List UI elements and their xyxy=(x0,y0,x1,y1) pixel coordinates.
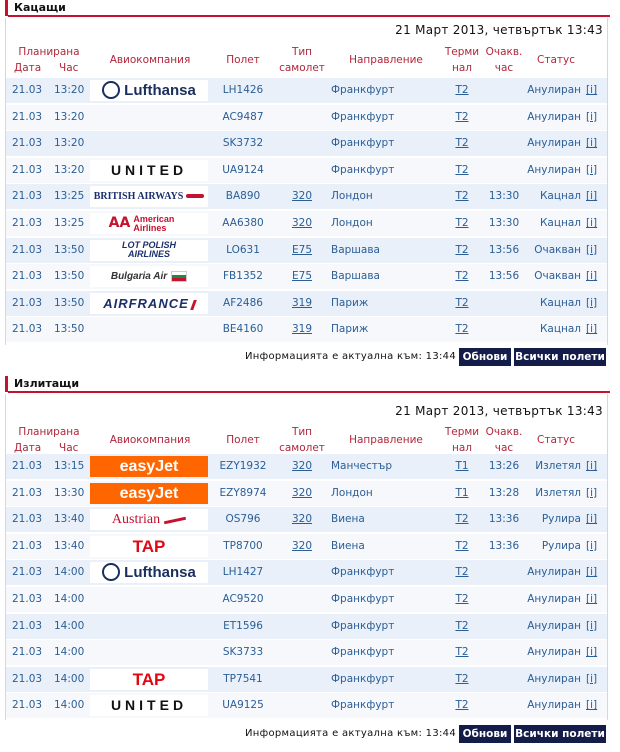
austrian-logo xyxy=(90,509,208,530)
lufthansa-logo xyxy=(90,562,208,583)
terminal-link[interactable]: T2 xyxy=(455,566,469,579)
flight-row xyxy=(6,481,607,506)
airline-name: TAP xyxy=(132,669,166,689)
flight-time: 13:20 xyxy=(54,137,85,150)
terminal-link[interactable]: T2 xyxy=(455,217,469,229)
flight-time: 14:00 xyxy=(54,699,85,712)
flight-status: Излетял xyxy=(535,460,581,472)
flight-row xyxy=(6,560,607,585)
info-link[interactable]: [i] xyxy=(586,270,598,283)
flight-status: Анулиран xyxy=(527,593,581,605)
flight-date: 21.03 xyxy=(12,84,43,96)
aircraft-type-link[interactable]: E75 xyxy=(292,270,312,283)
header-time: Час xyxy=(59,442,79,454)
header-airline: Авиокомпания xyxy=(109,434,191,446)
departures-table-header xyxy=(6,424,607,458)
aircraft-type-link[interactable]: 319 xyxy=(291,323,313,336)
aircraft-type-link[interactable]: 320 xyxy=(291,217,313,229)
flight-date: 21.03 xyxy=(12,486,43,499)
flight-row xyxy=(6,693,607,718)
terminal-link[interactable]: T2 xyxy=(455,110,469,123)
header-terminal-2: нал xyxy=(451,62,472,74)
flight-destination: Франкфурт xyxy=(331,110,395,123)
header-type-2: самолет xyxy=(279,442,325,454)
info-link[interactable]: [i] xyxy=(586,296,598,309)
arrivals-title: Кацащи xyxy=(14,1,66,14)
flight-status: Анулиран xyxy=(527,566,581,579)
flight-status: Кацнал xyxy=(539,217,581,229)
flight-time: 13:25 xyxy=(54,190,85,203)
flight-row xyxy=(6,105,607,130)
terminal-link[interactable]: T2 xyxy=(455,672,469,685)
crane-icon xyxy=(102,563,120,581)
header-terminal: Терми xyxy=(444,46,480,58)
flight-row xyxy=(6,184,607,209)
flight-number: AC9487 xyxy=(222,110,264,123)
airline-logo-empty xyxy=(90,319,208,340)
flight-date: 21.03 xyxy=(12,296,43,309)
info-link[interactable]: [i] xyxy=(586,566,598,579)
united-logo xyxy=(90,160,208,181)
flight-destination: Франкфурт xyxy=(331,163,395,176)
flight-date: 21.03 xyxy=(12,513,43,526)
departures-section-header xyxy=(5,376,610,393)
airline-name: Austrian xyxy=(111,512,161,528)
header-terminal-2: нал xyxy=(451,442,472,454)
departures-date: 21 Март 2013, четвъртък 13:43 xyxy=(395,404,603,418)
expected-time: 13:26 xyxy=(488,460,520,472)
united-logo xyxy=(90,695,208,716)
flight-status: Анулиран xyxy=(527,699,581,712)
header-flight: Полет xyxy=(226,434,260,446)
flight-number: AC9520 xyxy=(222,593,264,605)
flight-row xyxy=(6,238,607,263)
expected-time: 13:36 xyxy=(488,539,520,552)
flight-row xyxy=(6,454,607,479)
flight-row xyxy=(6,317,607,342)
flight-destination: Лондон xyxy=(331,217,373,229)
info-link[interactable]: [i] xyxy=(586,539,598,552)
flight-row xyxy=(6,264,607,289)
info-link[interactable]: [i] xyxy=(586,513,598,526)
terminal-link[interactable]: T1 xyxy=(455,460,469,472)
airline-name: Lufthansa xyxy=(124,564,196,582)
flight-row xyxy=(6,211,607,236)
header-type: Тип xyxy=(291,426,313,438)
flight-date: 21.03 xyxy=(12,593,43,605)
info-link[interactable]: [i] xyxy=(586,672,598,685)
flight-number: TP8700 xyxy=(223,539,263,552)
header-terminal: Терми xyxy=(444,426,480,438)
airline-logo-empty xyxy=(90,616,208,637)
terminal-link[interactable]: T2 xyxy=(455,699,469,712)
stripe-icon xyxy=(190,300,197,310)
flight-date: 21.03 xyxy=(12,110,43,123)
flight-status: Анулиран xyxy=(527,646,581,659)
flight-row xyxy=(6,640,607,665)
airline-name: AIRFRANCE xyxy=(103,295,189,311)
header-expected-2: час xyxy=(494,442,514,454)
header-airline: Авиокомпания xyxy=(109,54,191,66)
aircraft-type-link[interactable]: 319 xyxy=(291,296,313,309)
aircraft-type-link[interactable]: 320 xyxy=(291,539,313,552)
flight-time: 13:20 xyxy=(54,84,85,96)
flight-row xyxy=(6,534,607,559)
flight-number: LH1426 xyxy=(222,84,264,96)
british-airways-logo xyxy=(90,186,208,207)
aircraft-type-link[interactable]: 320 xyxy=(291,486,313,499)
arrow-icon xyxy=(164,516,186,524)
flight-time: 13:50 xyxy=(54,270,85,283)
airline-name: easyJet xyxy=(119,458,179,475)
flight-status: Анулиран xyxy=(527,110,581,123)
terminal-link[interactable]: T2 xyxy=(455,646,469,659)
air-france-logo xyxy=(90,293,208,314)
terminal-link[interactable]: T2 xyxy=(455,593,469,605)
info-link[interactable]: [i] xyxy=(586,163,598,176)
flight-status: Анулиран xyxy=(527,163,581,176)
expected-time: 13:28 xyxy=(488,486,520,499)
flight-date: 21.03 xyxy=(12,323,43,336)
airline-name: TAP xyxy=(132,536,166,556)
flight-destination: Париж xyxy=(331,296,369,309)
flight-time: 14:00 xyxy=(54,672,85,685)
flight-time: 13:50 xyxy=(54,243,85,256)
info-link[interactable]: [i] xyxy=(586,619,598,632)
flight-status: Рулира xyxy=(541,513,581,526)
header-scheduled: Планирана xyxy=(18,426,80,438)
flight-date: 21.03 xyxy=(12,217,43,229)
airline-name: Lufthansa xyxy=(124,82,196,99)
flight-status: Анулиран xyxy=(527,672,581,685)
lot-logo xyxy=(90,240,208,261)
flight-time: 13:50 xyxy=(54,323,85,336)
flight-destination: Виена xyxy=(331,539,365,552)
flight-time: 14:00 xyxy=(54,619,85,632)
flight-number: EZY8974 xyxy=(219,486,267,499)
flight-time: 13:20 xyxy=(54,110,85,123)
airline-logo-empty xyxy=(90,107,208,128)
flight-row xyxy=(6,78,607,103)
flight-destination: Виена xyxy=(331,513,365,526)
arrivals-section-header xyxy=(5,0,610,17)
header-scheduled: Планирана xyxy=(18,46,80,58)
flight-destination: Лондон xyxy=(331,190,373,203)
airline-name: BRITISH AIRWAYS xyxy=(93,191,184,203)
terminal-link[interactable]: T2 xyxy=(455,137,469,150)
easyjet-logo xyxy=(90,483,208,504)
departures-panel xyxy=(5,394,608,720)
flight-row xyxy=(6,507,607,532)
departures-footer xyxy=(5,725,608,744)
flight-row xyxy=(6,131,607,156)
american-airlines-logo xyxy=(90,213,208,234)
bulgaria-air-logo xyxy=(90,266,208,287)
aircraft-type-link[interactable] xyxy=(278,693,326,718)
expected-time: 13:30 xyxy=(488,217,520,229)
terminal-link[interactable]: T2 xyxy=(455,243,469,256)
flight-row xyxy=(6,614,607,639)
aircraft-type-link[interactable] xyxy=(278,131,326,156)
header-status: Статус xyxy=(537,54,575,66)
header-flight: Полет xyxy=(226,54,260,66)
tap-logo xyxy=(90,669,208,690)
flight-number: LO631 xyxy=(226,243,260,256)
aircraft-type-link[interactable]: E75 xyxy=(292,243,312,256)
flight-date: 21.03 xyxy=(12,619,43,632)
flight-number: ET1596 xyxy=(223,619,263,632)
arrivals-table-header xyxy=(6,44,607,78)
header-date: Дата xyxy=(14,62,42,74)
expected-time: 13:30 xyxy=(488,190,520,203)
info-link[interactable]: [i] xyxy=(586,84,598,96)
flight-row xyxy=(6,291,607,316)
flight-destination: Варшава xyxy=(331,270,380,283)
lufthansa-logo xyxy=(90,80,208,101)
flight-number: BA890 xyxy=(225,190,261,203)
terminal-link[interactable]: T2 xyxy=(455,619,469,632)
info-link[interactable]: [i] xyxy=(586,699,598,712)
departures-all-flights-button[interactable]: Всички полети xyxy=(514,725,606,743)
departures-update-info: Информацията е актуална към: 13:44 xyxy=(245,728,456,739)
departures-refresh-button[interactable]: Обнови xyxy=(459,725,511,743)
header-type: Тип xyxy=(291,46,313,58)
header-date: Дата xyxy=(14,442,42,454)
flight-status: Анулиран xyxy=(527,137,581,150)
terminal-link[interactable]: T2 xyxy=(455,539,469,552)
header-destination: Направление xyxy=(349,54,423,66)
flight-status: Кацнал xyxy=(539,296,581,309)
flight-destination: Франкфурт xyxy=(331,672,395,685)
aircraft-type-link[interactable]: 320 xyxy=(291,513,313,526)
airline-logo-empty xyxy=(90,133,208,154)
flight-number: UA9124 xyxy=(222,163,264,176)
flight-time: 14:00 xyxy=(54,566,85,579)
arrivals-panel xyxy=(5,18,608,345)
terminal-link[interactable]: T2 xyxy=(455,296,469,309)
flight-status: Рулира xyxy=(541,539,581,552)
aircraft-type-link[interactable] xyxy=(278,158,326,183)
info-link[interactable]: [i] xyxy=(586,110,598,123)
flight-destination: Франкфурт xyxy=(331,593,395,605)
terminal-link[interactable]: T2 xyxy=(455,190,469,203)
flight-row xyxy=(6,667,607,692)
flight-number: UA9125 xyxy=(222,699,264,712)
flight-date: 21.03 xyxy=(12,460,43,472)
easyjet-logo xyxy=(90,456,208,477)
terminal-link[interactable]: T2 xyxy=(455,270,469,283)
flight-status: Анулиран xyxy=(527,619,581,632)
info-link[interactable]: [i] xyxy=(586,486,598,499)
airline-name: Bulgaria Air xyxy=(110,271,168,283)
flight-status: Анулиран xyxy=(527,84,581,96)
flight-date: 21.03 xyxy=(12,270,43,283)
header-type-2: самолет xyxy=(279,62,325,74)
flight-number: LH1427 xyxy=(222,566,264,579)
header-expected-2: час xyxy=(494,62,514,74)
arrivals-update-info: Информацията е актуална към: 13:44 xyxy=(245,351,456,362)
flight-date: 21.03 xyxy=(12,566,43,579)
info-link[interactable]: [i] xyxy=(586,593,598,605)
header-destination: Направление xyxy=(349,434,423,446)
info-link[interactable]: [i] xyxy=(586,243,598,256)
flight-destination: Франкфурт xyxy=(331,699,395,712)
airline-name: LOT POLISH AIRLINES xyxy=(122,239,176,259)
flag-tail-icon xyxy=(171,271,187,282)
flight-status: Излетял xyxy=(535,486,581,499)
flight-number: EZY1932 xyxy=(219,460,267,472)
info-link[interactable]: [i] xyxy=(586,460,598,472)
aircraft-type-link[interactable]: 320 xyxy=(291,190,313,203)
flight-number: OS796 xyxy=(225,513,261,526)
terminal-link[interactable]: T2 xyxy=(455,513,469,526)
flight-date: 21.03 xyxy=(12,243,43,256)
flight-date: 21.03 xyxy=(12,672,43,685)
flight-row xyxy=(6,587,607,612)
speedmarque-icon xyxy=(186,194,204,198)
flight-status: Кацнал xyxy=(539,190,581,203)
airline-name: UNITED xyxy=(110,697,188,714)
aircraft-type-link[interactable] xyxy=(278,614,326,639)
terminal-link[interactable]: T1 xyxy=(455,486,469,499)
expected-time: 13:56 xyxy=(488,270,520,283)
header-expected: Очакв. xyxy=(485,426,523,438)
flight-date: 21.03 xyxy=(12,190,43,203)
airline-name: American Airlines xyxy=(133,214,175,233)
flight-destination: Лондон xyxy=(331,486,373,499)
aircraft-type-link[interactable] xyxy=(278,105,326,130)
tap-logo xyxy=(90,536,208,557)
flight-row xyxy=(6,158,607,183)
flight-number: AF2486 xyxy=(223,296,263,309)
header-expected: Очакв. xyxy=(485,46,523,58)
header-status: Статус xyxy=(537,434,575,446)
aircraft-type-link[interactable] xyxy=(278,640,326,665)
flight-destination: Франкфурт xyxy=(331,84,395,96)
departures-title: Излитащи xyxy=(14,377,80,390)
arrivals-date: 21 Март 2013, четвъртък 13:43 xyxy=(395,23,603,37)
flight-destination: Франкфурт xyxy=(331,137,395,150)
flight-status: Очакван xyxy=(534,270,581,283)
flight-time: 13:30 xyxy=(54,486,85,499)
flight-destination: Франкфурт xyxy=(331,566,395,579)
flight-time: 13:15 xyxy=(54,460,85,472)
flight-number: BE4160 xyxy=(222,323,264,336)
crane-icon xyxy=(102,81,120,99)
aircraft-type-link[interactable] xyxy=(278,587,326,612)
flight-time: 13:50 xyxy=(54,296,85,309)
flight-date: 21.03 xyxy=(12,699,43,712)
arrivals-all-flights-button[interactable]: Всички полети xyxy=(514,348,606,366)
info-link[interactable]: [i] xyxy=(586,190,598,203)
flight-number: SK3732 xyxy=(222,137,264,150)
expected-time: 13:56 xyxy=(488,243,520,256)
flight-number: AA6380 xyxy=(222,217,264,229)
flight-date: 21.03 xyxy=(12,163,43,176)
terminal-link[interactable]: T2 xyxy=(455,323,469,336)
airline-logo-empty xyxy=(90,589,208,610)
flight-date: 21.03 xyxy=(12,646,43,659)
terminal-link[interactable]: T2 xyxy=(455,163,469,176)
flight-number: FB1352 xyxy=(223,270,263,283)
flight-status: Очакван xyxy=(534,243,581,256)
airline-logo-empty xyxy=(90,642,208,663)
flight-time: 13:40 xyxy=(54,513,85,526)
flight-destination: Варшава xyxy=(331,243,380,256)
aircraft-type-link[interactable] xyxy=(278,667,326,692)
flight-time: 13:20 xyxy=(54,163,85,176)
airline-name: easyJet xyxy=(119,484,179,502)
flight-destination: Манчестър xyxy=(331,460,392,472)
info-link[interactable]: [i] xyxy=(586,323,598,336)
aircraft-type-link[interactable]: 320 xyxy=(291,460,313,472)
flight-time: 14:00 xyxy=(54,646,85,659)
flight-destination: Париж xyxy=(331,323,369,336)
aircraft-type-link[interactable] xyxy=(278,78,326,103)
arrivals-refresh-button[interactable]: Обнови xyxy=(459,348,511,366)
arrivals-footer xyxy=(5,348,608,367)
flight-destination: Франкфурт xyxy=(331,619,395,632)
flight-date: 21.03 xyxy=(12,539,43,552)
flight-destination: Франкфурт xyxy=(331,646,395,659)
flight-time: 13:40 xyxy=(54,539,85,552)
info-link[interactable]: [i] xyxy=(586,137,598,150)
aircraft-type-link[interactable] xyxy=(278,560,326,585)
flight-time: 14:00 xyxy=(54,593,85,605)
terminal-link[interactable]: T2 xyxy=(455,84,469,96)
flight-number: TP7541 xyxy=(223,672,263,685)
flight-status: Кацнал xyxy=(539,323,581,336)
flight-time: 13:25 xyxy=(54,217,85,229)
airline-name: UNITED xyxy=(110,161,188,178)
eagle-icon: AA xyxy=(108,215,131,231)
header-time: Час xyxy=(59,62,79,74)
info-link[interactable]: [i] xyxy=(586,646,598,659)
info-link[interactable]: [i] xyxy=(586,217,598,229)
expected-time: 13:36 xyxy=(488,513,520,526)
flight-date: 21.03 xyxy=(12,137,43,150)
flight-number: SK3733 xyxy=(222,646,264,659)
